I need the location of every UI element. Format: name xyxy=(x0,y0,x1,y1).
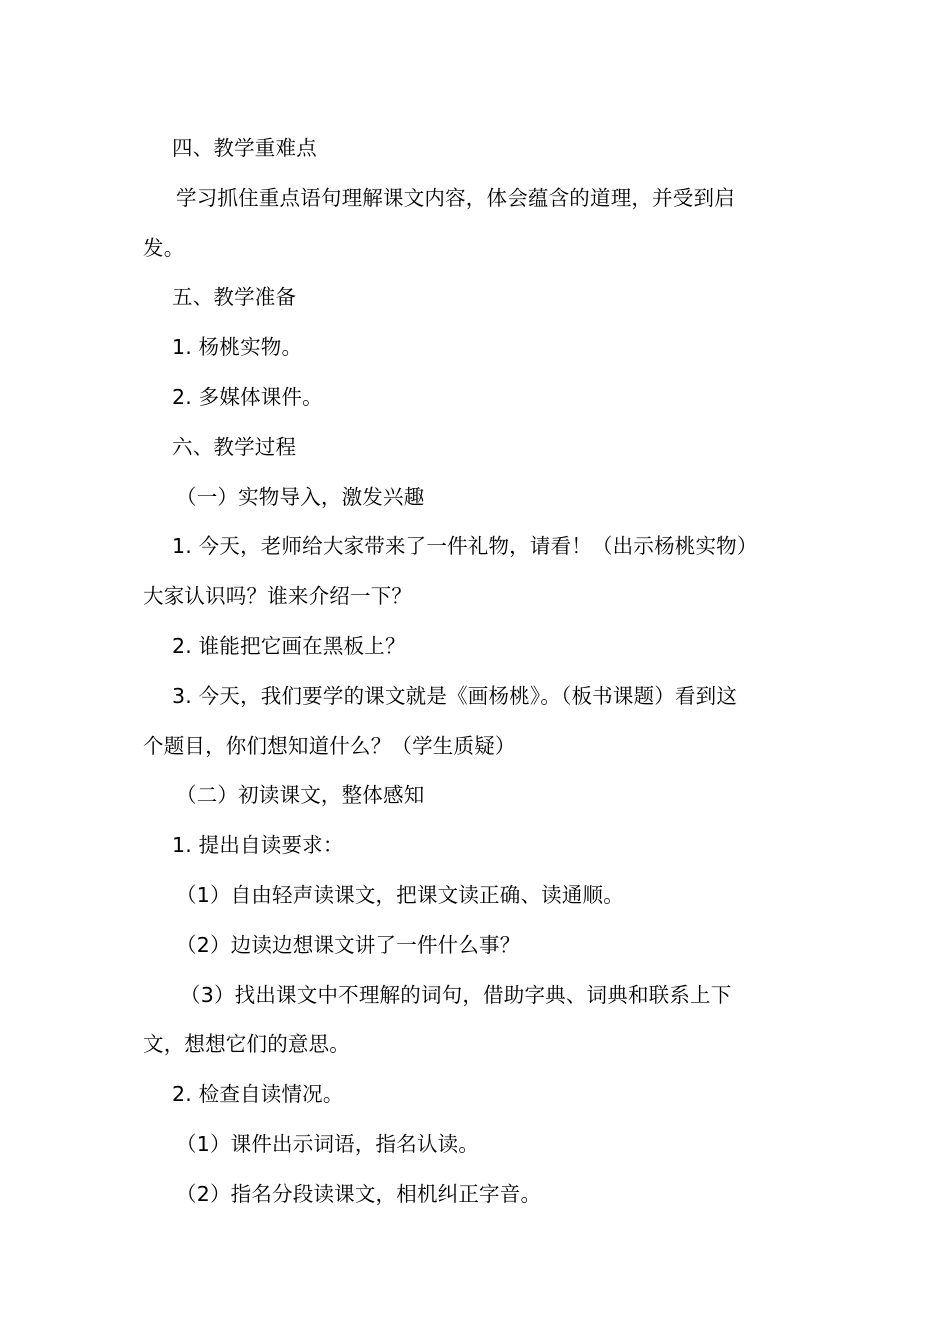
list-item-intro-3-line2: 个题目，你们想知道什么？（学生质疑） xyxy=(143,733,516,758)
list-item-reading-1-1: （1）自由轻声读课文，把课文读正确、读通顺。 xyxy=(176,882,624,907)
list-item-intro-3-line1: 3. 今天，我们要学的课文就是《画杨桃》。（板书课题）看到这 xyxy=(172,683,738,708)
list-item-preparation-1: 1. 杨桃实物。 xyxy=(172,335,303,360)
paragraph-key-points-line2: 发。 xyxy=(143,235,185,260)
document-page xyxy=(143,124,807,1220)
list-item-reading-1-3-line2: 文，想想它们的意思。 xyxy=(143,1032,350,1057)
list-item-intro-1-line2: 大家认识吗？谁来介绍一下？ xyxy=(143,584,413,609)
heading-preparation: 五、教学准备 xyxy=(172,285,297,310)
list-item-reading-1: 1. 提出自读要求： xyxy=(172,833,344,858)
subheading-first-reading: （二）初读课文，整体感知 xyxy=(176,783,425,808)
list-item-intro-2: 2. 谁能把它画在黑板上？ xyxy=(172,633,406,658)
paragraph-key-points-line1: 学习抓住重点语句理解课文内容，体会蕴含的道理，并受到启 xyxy=(176,185,735,210)
list-item-intro-1-line1: 1. 今天，老师给大家带来了一件礼物，请看！（出示杨桃实物） xyxy=(172,534,758,559)
list-item-reading-1-3-line1: （3）找出课文中不理解的词句，借助字典、词典和联系上下 xyxy=(180,982,732,1007)
list-item-reading-2: 2. 检查自读情况。 xyxy=(172,1082,344,1107)
heading-process: 六、教学过程 xyxy=(172,434,297,459)
heading-key-points: 四、教学重难点 xyxy=(172,136,317,160)
list-item-reading-2-2: （2）指名分段读课文，相机纠正字音。 xyxy=(176,1181,542,1206)
list-item-reading-1-2: （2）边读边想课文讲了一件什么事？ xyxy=(176,932,521,957)
subheading-intro: （一）实物导入，激发兴趣 xyxy=(176,484,425,509)
list-item-reading-2-1: （1）课件出示词语，指名认读。 xyxy=(176,1131,480,1156)
list-item-preparation-2: 2. 多媒体课件。 xyxy=(172,384,323,409)
